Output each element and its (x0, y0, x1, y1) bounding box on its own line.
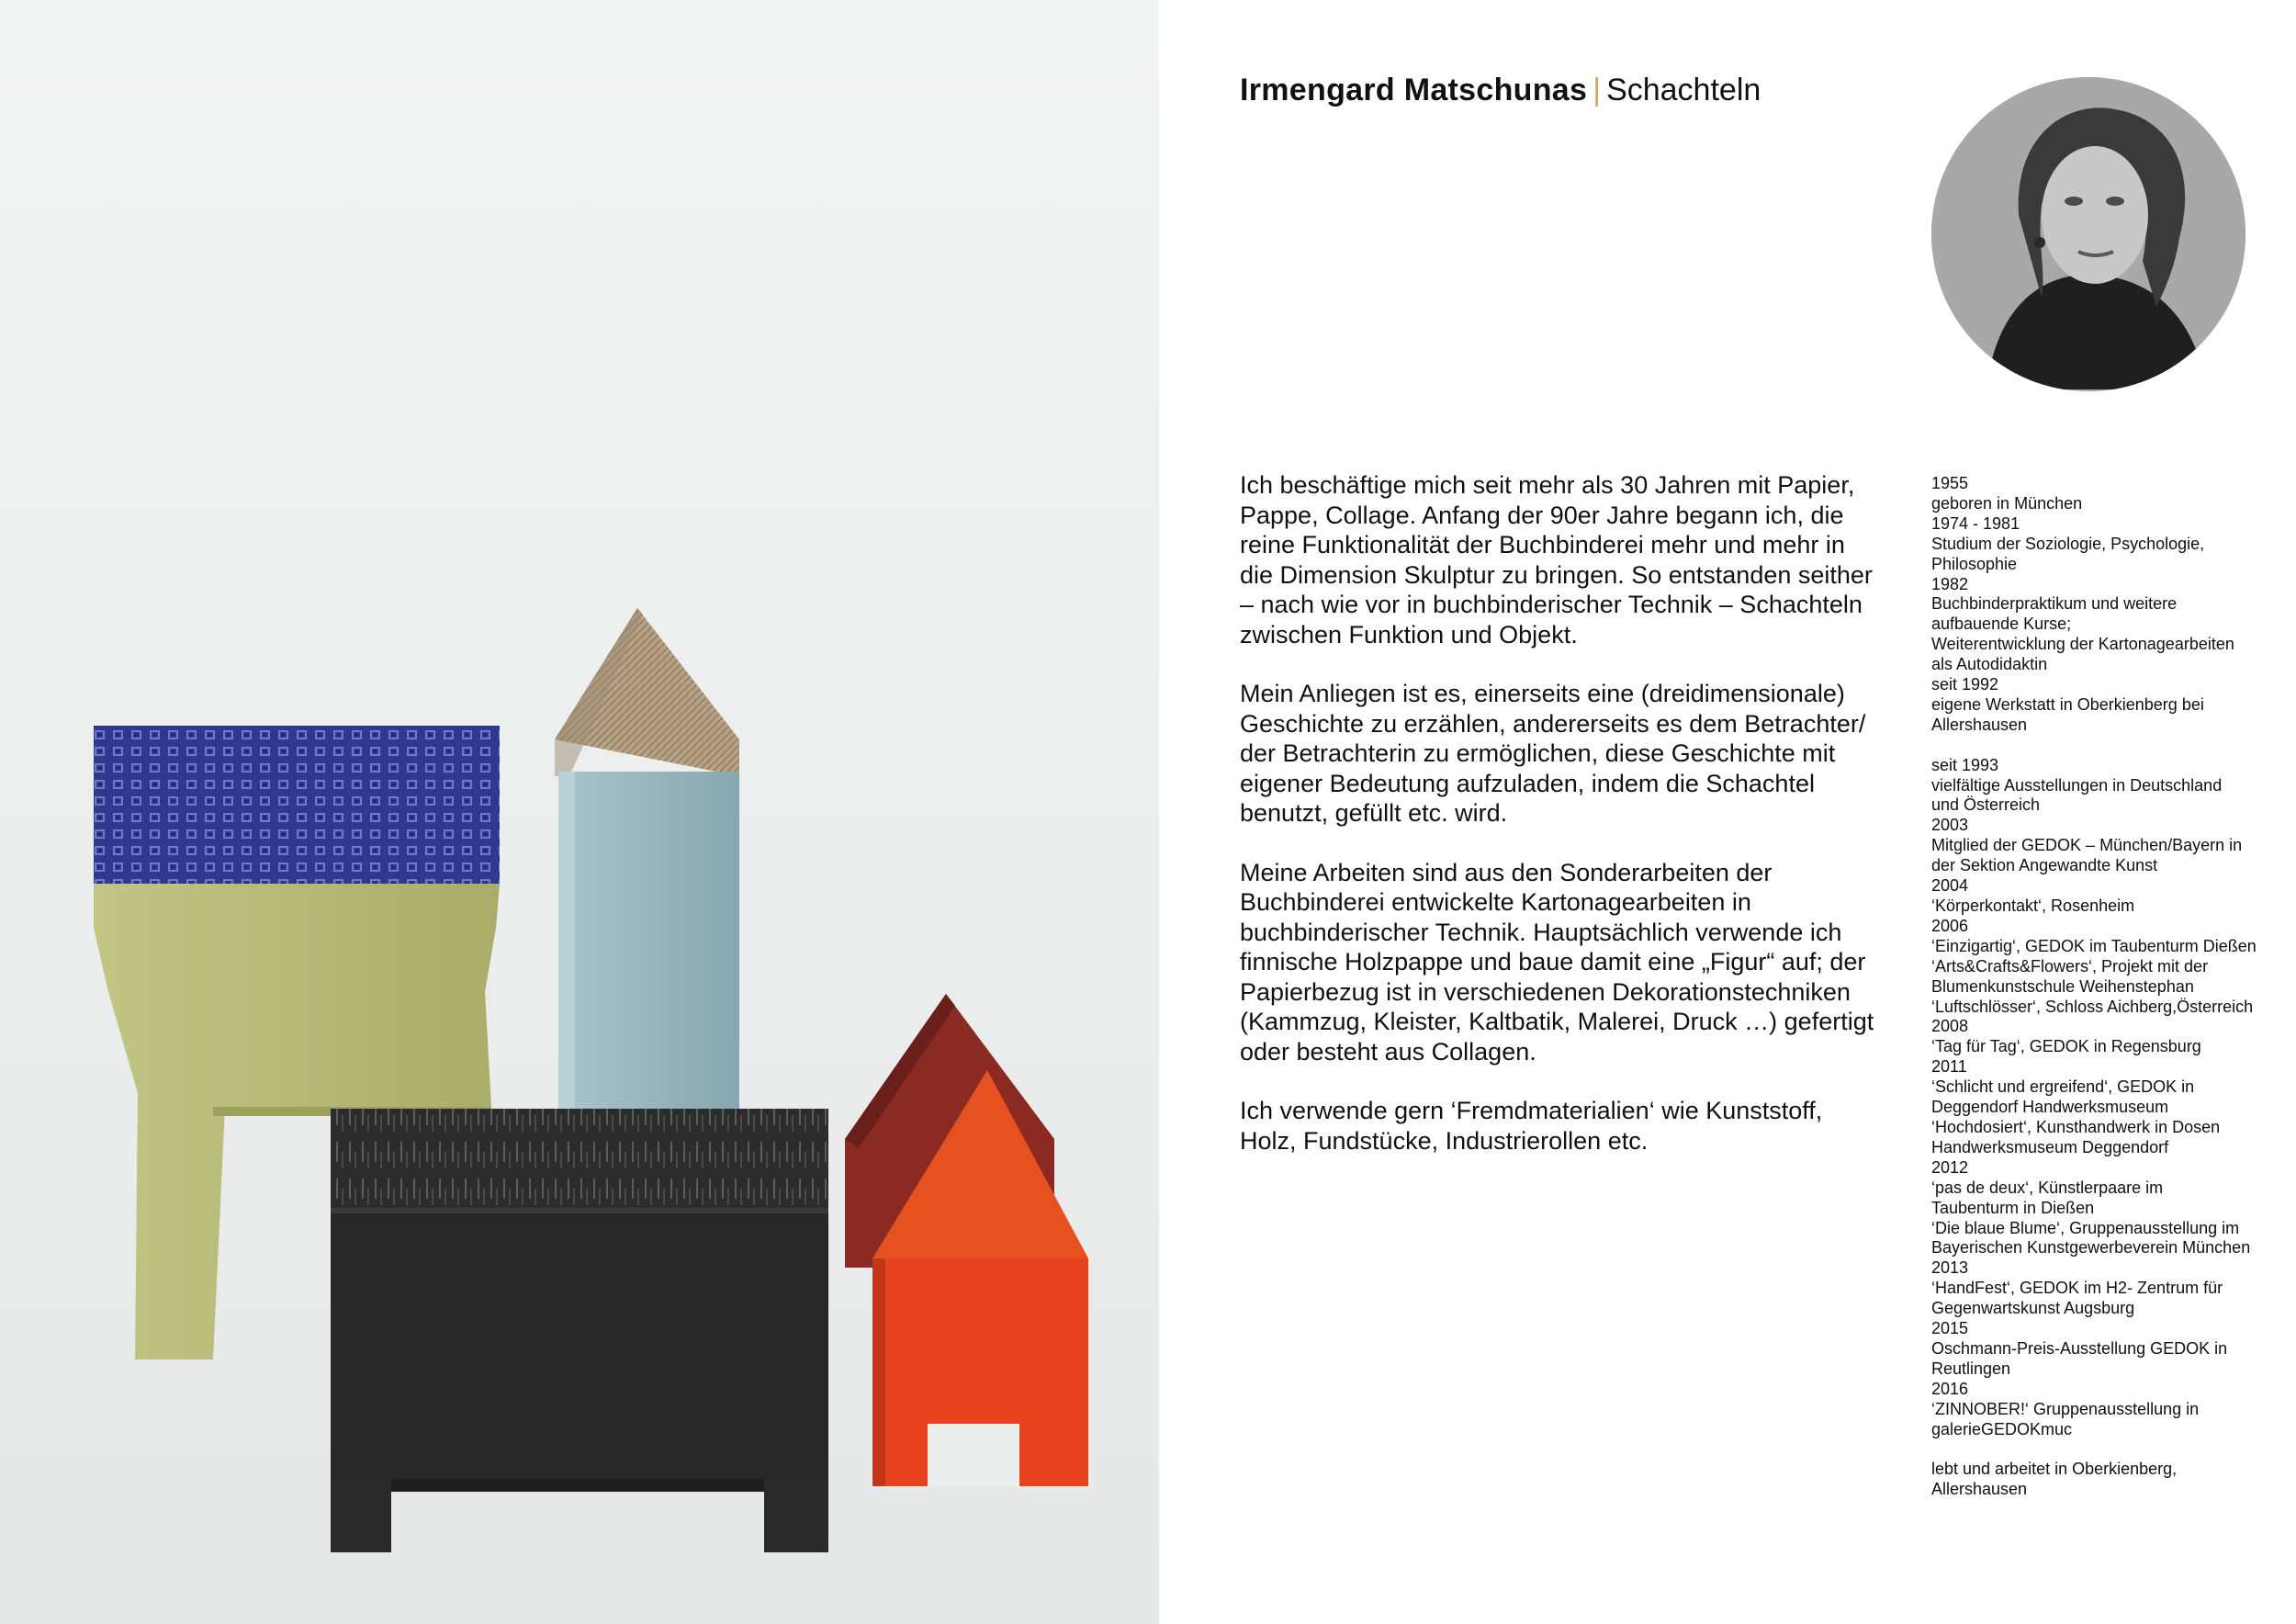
statement-paragraph: Mein Anliegen ist es, einerseits eine (dreidimensionale) Geschichte zu erzählen, andererseits es dem Betrachter/ der Betrachterin zu ermöglichen, diese Geschichte mit eigener Bedeutung aufzuladen, indem die Schachtel benutzt, gefüllt etc. wird. (1240, 680, 1866, 827)
bio-line: geboren in München (1931, 493, 2083, 513)
bio-line: Bayerischen Kunstgewerbeverein München (1931, 1238, 2251, 1257)
title-subtitle: Schachteln (1606, 73, 1761, 107)
bio-line: Taubenturm in Dießen (1931, 1198, 2095, 1217)
bio-line: als Autodidaktin (1931, 655, 2048, 674)
bio-line: Philosophie (1931, 554, 2018, 573)
bio-line: 1974 - 1981 (1931, 513, 2020, 533)
bio-line: Buchbinderpraktikum und weitere (1931, 594, 2178, 614)
bio-line: ‘Arts&Crafts&Flowers‘, Projekt mit der (1931, 956, 2209, 976)
bio-line: und Österreich (1931, 795, 2041, 815)
statement-paragraph: Meine Arbeiten sind aus den Sonderarbeiten der Buchbinderei entwickelte Kartonagearbeiten in buchbinderischer Technik. Hauptsächlich verwende ich finnische Holzpappe und baue damit eine „Figur“ auf; der Papierbezug ist in verschiedenen Dekorationstechniken (Kammzug, Kleister, Kaltbatik, Malerei, Druck …) gefertigt oder besteht aus Collagen. (1240, 858, 1874, 1066)
bio-line: Handwerksmuseum Deggendorf (1931, 1137, 2169, 1156)
biography-column (1931, 474, 2280, 1500)
bio-line: ‘Tag für Tag‘, GEDOK in Regensburg (1931, 1037, 2201, 1056)
bio-line: Deggendorf Handwerksmuseum (1931, 1098, 2169, 1117)
bio-line: Reutlingen (1931, 1359, 2011, 1378)
statement-text (1240, 470, 1883, 1185)
bio-line: 2016 (1931, 1379, 1969, 1398)
bio-line: ‘ZINNOBER!‘ Gruppenausstellung in (1931, 1399, 2200, 1418)
bio-line: 1955 (1931, 474, 1969, 492)
bio-line: Blumenkunstschule Weihenstephan (1931, 976, 2194, 996)
bio-line: seit 1993 (1931, 755, 1999, 774)
bio-line: Allershausen (1931, 715, 2028, 734)
bio-line: ‘Einzigartig‘, GEDOK im Taubenturm Dießen (1931, 936, 2257, 955)
bio-line: Allershausen (1931, 1480, 2028, 1499)
bio-line: aufbauende Kurse; (1931, 615, 2072, 634)
bio-line: der Sektion Angewandte Kunst (1931, 856, 2158, 875)
light-blue-tower (555, 608, 739, 1130)
bio-line: 2011 (1931, 1057, 1967, 1077)
bio-line: ‘pas de deux‘, Künstlerpaare im (1931, 1178, 2164, 1197)
bio-line: galerieGEDOKmuc (1931, 1419, 2073, 1438)
portrait-photo (1931, 77, 2245, 391)
bio-line: Studium der Soziologie, Psychologie, (1931, 534, 2205, 553)
bio-line: ‘Schlicht und ergreifend‘, GEDOK in (1931, 1077, 2195, 1097)
bio-line: 2012 (1931, 1157, 1969, 1177)
bio-line: ‘HandFest‘, GEDOK im H2- Zentrum für (1931, 1279, 2223, 1298)
bio-line: 2004 (1931, 876, 1969, 896)
bio-line: Mitglied der GEDOK – München/Bayern in (1931, 836, 2243, 855)
bio-line: lebt und arbeitet in Oberkienberg, (1931, 1460, 2178, 1479)
bio-line: ‘Hochdosiert‘, Kunsthandwerk in Dosen (1931, 1117, 2221, 1136)
statement-paragraph: Ich beschäftige mich seit mehr als 30 Jahren mit Papier, Pappe, Collage. Anfang der 90er Jahre begann ich, die reine Funktionalität der Buchbinderei mehr und mehr in die Dimension Skulptur zu bringen. So entstanden seither – nach wie vor in buchbinderischer Technik – Schachteln zwischen Funktion und Objekt. (1240, 471, 1873, 648)
bio-line: 2015 (1931, 1319, 1969, 1338)
bio-spacer (1931, 1439, 2280, 1460)
bio-line: vielfältige Ausstellungen in Deutschland (1931, 775, 2223, 795)
bio-line: ‘Luftschlösser‘, Schloss Aichberg,Österreich (1931, 997, 2254, 1016)
bio-line: 2003 (1931, 816, 1969, 835)
bio-line: seit 1992 (1931, 675, 1999, 694)
bio-line: eigene Werkstatt in Oberkienberg bei (1931, 694, 2204, 714)
bio-line: 2006 (1931, 916, 1969, 935)
portrait-illustration (1931, 77, 2245, 391)
bio-line: 2008 (1931, 1017, 1969, 1036)
bio-line: Oschmann-Preis-Ausstellung GEDOK in (1931, 1338, 2228, 1358)
statement-paragraph: Ich verwende gern ‘Fremdmaterialien‘ wie Kunststoff, Holz, Fundstücke, Industrierollen etc. (1240, 1097, 1823, 1155)
black-box (331, 1109, 828, 1552)
bio-line: Gegenwartskunst Augsburg (1931, 1299, 2135, 1318)
bio-line: ‘Die blaue Blume‘, Gruppenausstellung im (1931, 1218, 2240, 1237)
page-title (1240, 72, 1761, 108)
bio-line: 2013 (1931, 1258, 1969, 1278)
bio-line: Weiterentwicklung der Kartonagearbeiten (1931, 635, 2234, 654)
title-separator: | (1593, 73, 1602, 107)
artist-name: Irmengard Matschunas (1240, 73, 1588, 107)
bio-spacer (1931, 736, 2280, 756)
bio-line: ‘Körperkontakt‘, Rosenheim (1931, 897, 2135, 916)
bio-line: 1982 (1931, 574, 1969, 593)
